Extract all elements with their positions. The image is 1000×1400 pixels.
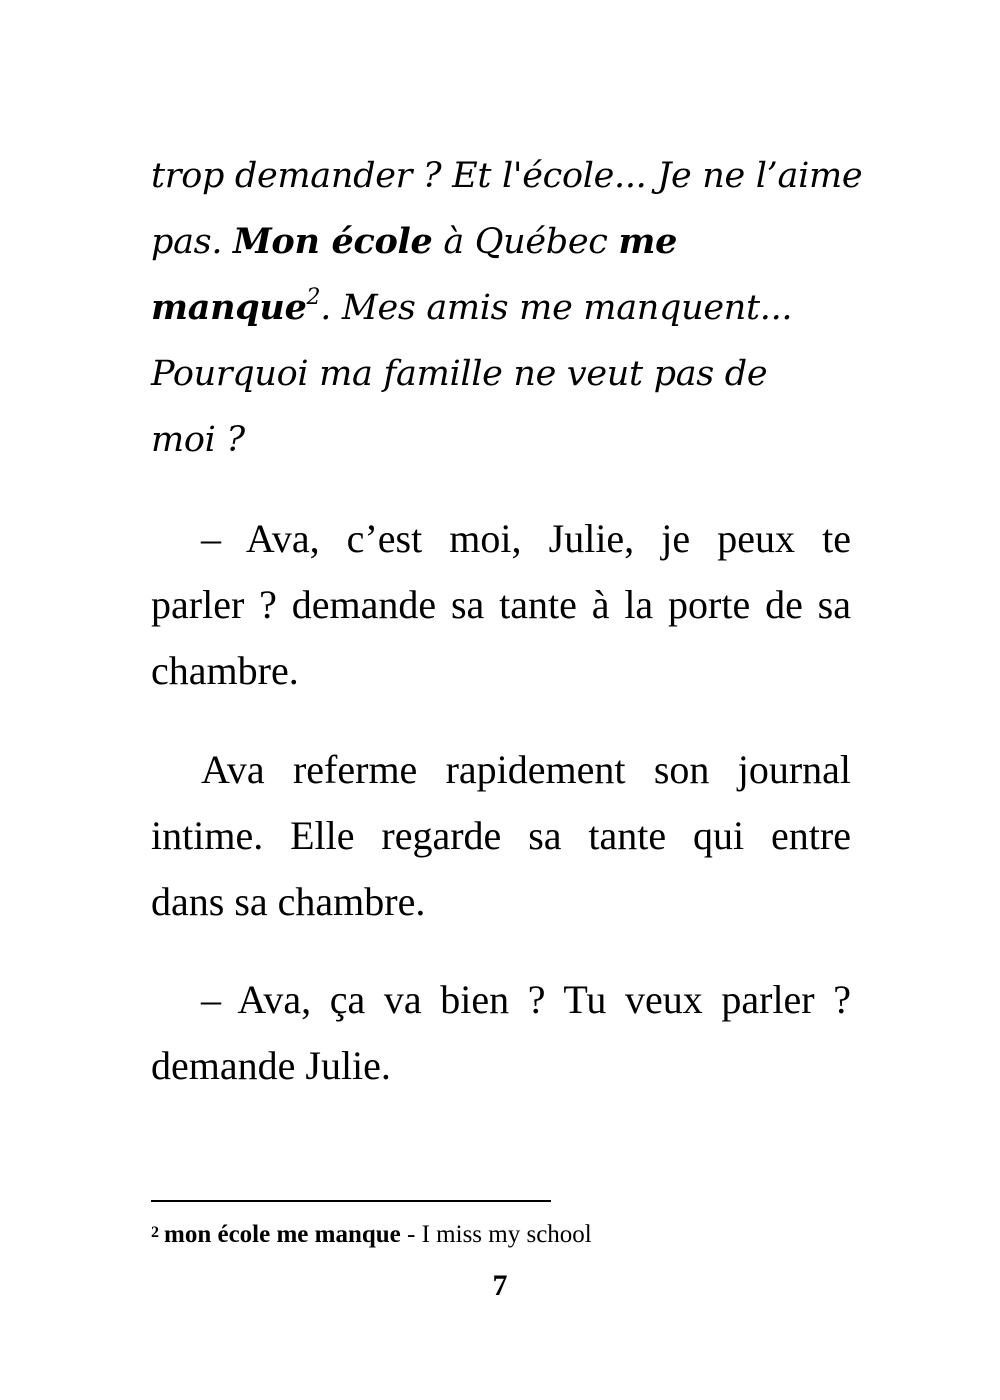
diary-line bbox=[151, 209, 871, 275]
footnote-translation: I miss my school bbox=[421, 1221, 592, 1248]
footnote-separator: - bbox=[400, 1221, 422, 1248]
paragraph-line: chambre. bbox=[151, 648, 299, 693]
diary-bold-text: Mon école bbox=[232, 221, 433, 262]
paragraph-narration bbox=[151, 737, 851, 935]
diary-line bbox=[151, 275, 871, 341]
paragraph-line: intime. Elle regarde sa tante qui entre bbox=[151, 813, 851, 858]
diary-bold-text: manque bbox=[151, 287, 307, 328]
diary-line: trop demander ? Et l'école... Je ne l’aime bbox=[151, 156, 863, 196]
paragraph-line: – Ava, ça va bien ? Tu veux parler ? bbox=[201, 977, 851, 1022]
paragraph-line: dans sa chambre. bbox=[151, 879, 426, 924]
diary-text: pas. bbox=[151, 222, 233, 262]
footnote-divider bbox=[151, 1200, 551, 1202]
diary-text: à Québec bbox=[432, 222, 619, 262]
paragraph-line: demande Julie. bbox=[151, 1043, 391, 1088]
footnote-term: mon école me manque bbox=[164, 1221, 401, 1248]
paragraph-line: parler ? demande sa tante à la porte de sa bbox=[151, 582, 851, 627]
paragraph-line: – Ava, c’est moi, Julie, je peux te bbox=[201, 516, 851, 561]
diary-bold-text: me bbox=[618, 221, 678, 262]
diary-entry bbox=[151, 143, 871, 473]
paragraph-dialogue-2 bbox=[151, 967, 851, 1099]
page-number: 7 bbox=[492, 1269, 508, 1302]
footnote bbox=[151, 1218, 592, 1252]
diary-line: Pourquoi ma famille ne veut pas de bbox=[151, 354, 768, 394]
footnote-reference: 2 bbox=[306, 285, 321, 311]
paragraph-dialogue-1 bbox=[151, 506, 851, 704]
diary-line: moi ? bbox=[151, 420, 245, 460]
footnote-number: 2 bbox=[151, 1224, 159, 1241]
diary-text: . Mes amis me manquent... bbox=[320, 288, 793, 328]
paragraph-line: Ava referme rapidement son journal bbox=[201, 747, 851, 792]
